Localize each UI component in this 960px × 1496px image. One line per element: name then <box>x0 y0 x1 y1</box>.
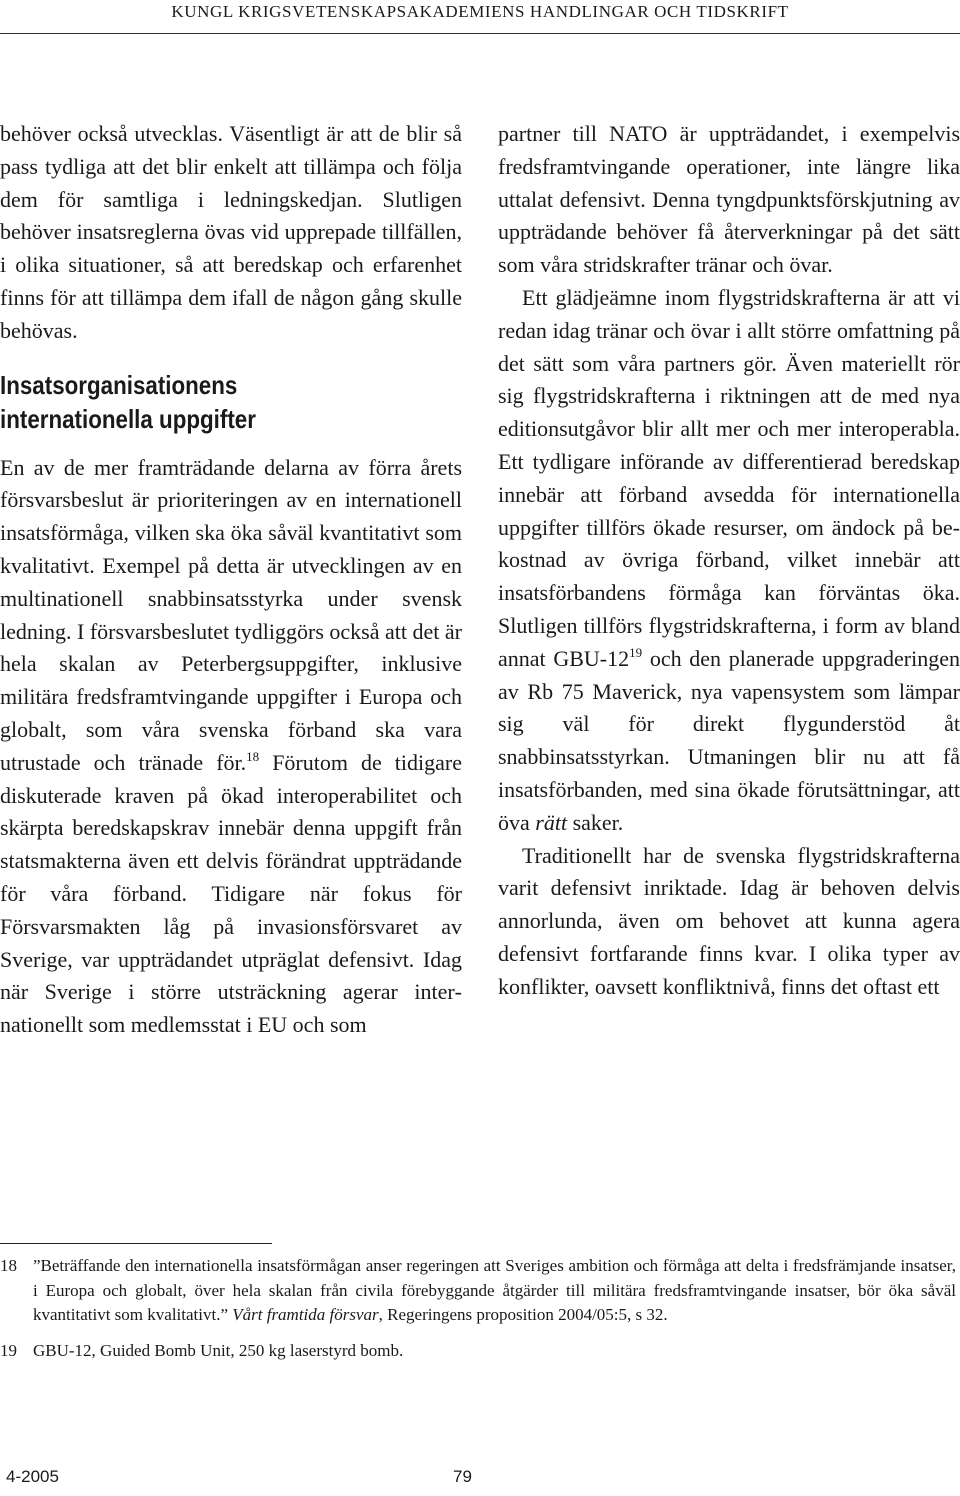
right-column <box>498 118 960 1004</box>
journal-title: KUNGL KRIGSVETENSKAPSAKADEMIENS HANDLINGAR OCH TIDSKRIFT <box>171 2 789 21</box>
footnote-source-title: Vårt framtida försvar <box>232 1305 379 1324</box>
footnote-rule <box>0 1243 272 1244</box>
footnote-19 <box>0 1339 956 1364</box>
paragraph-text: och den planerade uppgraderingen av Rb 75 Maverick, nya vapensystem som lämpar sig väl för direkt flygunderstöd åt snabbinsatsstyrkan. Utmaningen blir nu att få insatsförbanden, med sina ökade förutsättningar, att öva <box>498 645 960 835</box>
section-heading-line-2: internationella uppgifter <box>0 403 256 434</box>
paragraph-text: Förutom de tidigare diskuterade kraven på ökad interoperabilitet och skärpta beredskapskrav innebär denna uppgift från statsmakterna även ett delvis förändrat uppträdande för våra förband. Tidigare när fokus för Försvarsmakten låg på invasionsförsvaret av Sverige, var uppträdandet utpräglat defensivt. Idag när Sverige i större utsträckning agerar internationellt som medlemsstat i EU och som <box>0 749 463 1038</box>
footnote-reference[interactable]: 19 <box>629 644 643 660</box>
section-heading-line-1: Insatsorganisationens <box>0 369 238 400</box>
page-footer <box>0 1462 960 1492</box>
issue-number: 4-2005 <box>6 1467 59 1486</box>
footnote-reference[interactable]: 18 <box>246 748 260 764</box>
paragraph-text: En av de mer framträdande delarna av förra årets försvarsbeslut är prioriteringen av en internationell insatsförmåga, vilken ska öka såväl kvantitativt som kvalitativt. Exempel på detta är utvecklingen av en multinationell snabbinsatsstyrka under svensk ledning. I försvarsbeslutet tydliggörs också att det är hela skalan av Peterbergsuppgifter, inklusive militära fredsframtvingande uppgifter i Europa och globalt, som våra svenska förband ska vara utrustade och tränade för. <box>0 454 462 775</box>
emphasis-text: rätt <box>535 809 568 835</box>
running-header <box>0 0 960 34</box>
footnote-text: , Regeringens proposition 2004/05:5, s 32. <box>378 1305 668 1324</box>
body-paragraph: behöver också utvecklas. Väsentligt är att de blir så pass tydliga att det blir enkelt att tillämpa och följa dem för samtliga i ledningskedjan. Slutligen behöver insatsreglerna övas vid upprepade tillfällen, i olika situationer, så att beredskap och erfarenhet finns för att tillämpa dem ifall de någon gång skulle behövas. <box>0 121 462 343</box>
body-paragraph: Traditionellt har de svenska flygstridskrafterna varit defensivt inriktade. Idag är behoven delvis annorlunda, även om behovet att kunna agera defensivt fortfarande finns kvar. I olika typer av konflikter, oavsett konfliktnivå, finns det oftast ett <box>498 842 960 999</box>
paragraph-text: saker. <box>567 809 624 835</box>
body-paragraph: partner till NATO är uppträdandet, i exempelvis fredsframtvingande operationer, inte längre lika uttalat defensivt. Denna tyngdpunktsförskjutning av uppträdande behöver få återverkningar på det sätt som våra stridskrafter tränar och övar. <box>498 121 960 278</box>
section-heading <box>0 368 397 436</box>
body-paragraph <box>0 452 462 1042</box>
header-rule <box>0 33 960 34</box>
footnote-number: 18 <box>0 1256 17 1275</box>
footnote-text: ”Beträffande den internationella insatsförmågan anser regeringen att Sveriges ambition och förmåga att delta i fredsfrämjande insatser, i Europa och globalt, över hela skalan från civila förebyggande åtgärder till militära fredsframtvingande insatser, bör öka såväl kvantitativt som kvalitativt.” <box>33 1256 956 1324</box>
body-paragraph <box>498 282 960 840</box>
footnote-18 <box>0 1254 956 1328</box>
page-number: 79 <box>453 1467 472 1486</box>
left-column <box>0 118 462 1042</box>
footnote-text: GBU-12, Guided Bomb Unit, 250 kg laserstyrd bomb. <box>33 1340 404 1360</box>
footnotes <box>0 1254 956 1363</box>
paragraph-text: Ett glädjeämne inom flygstridskrafterna är att vi redan idag tränar och övar i allt större omfattning på det sätt som våra partners gör. Även materiellt rör sig flygstridskrafterna i riktningen att de med nya editionsutgåvor blir allt mer och mer interoperabla. Ett tydligare införande av differentierad beredskap innebär att förband avsedda för internationella uppgifter tillförs ökade resurser, om ändock på bekostnad av övriga förband, vilket innebär att insatsförbandens förmåga kan förväntas öka. Slutligen tillförs flygstridskrafterna, i form av bland annat GBU-12 <box>498 284 960 671</box>
footnote-number: 19 <box>0 1340 17 1360</box>
